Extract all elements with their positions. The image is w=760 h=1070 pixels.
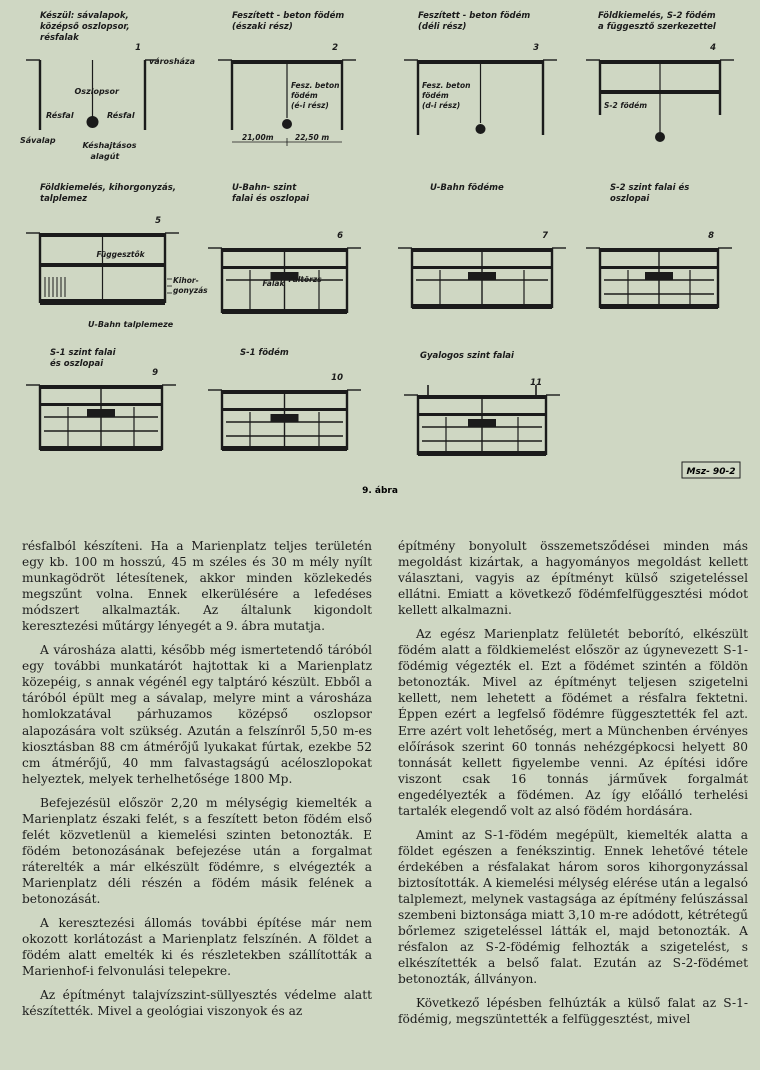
label-oszlopsor: Oszlopsor: [74, 87, 119, 96]
label-keshajtasos: Késhajtásos: [82, 141, 137, 150]
panel-1-title-line: középső oszlopsor,: [40, 22, 130, 32]
panel-4: [586, 10, 734, 142]
paragraph-left-2: A városháza alatti, később még ismertetendő táróból egy további munkatárót hajtottak ki a Marienplatz közepéig, s annak végénél egy talptáró készült. Ebből a táróból épült meg a sávalap, melyre mint a városháza homlokzatával párhuzamos középső oszlopsor alapozására volt szükség. Azután a felszínről 5,50 m-es kiosztásban 88 cm átmérőjű lyukakat fúrtak, ezekbe 52 cm átmérőjű, 40 mm falvastagságú acéloszlopokat helyeztek, melyek terhelhetősége 1800 Mp.: [22, 643, 372, 786]
label-fuggesztok: Függesztők: [96, 250, 145, 259]
panel-1-title-line: Készül: sávalapok,: [40, 11, 129, 21]
panel-7-number: 7: [542, 231, 548, 241]
paragraph-right-2: Az egész Marienplatz felületét beborító, elkészült födém alatt a földkiemelést először az úgynevezett S-1-födémig végezték el. Ezt a födémet szintén a földön betonozták. Mivel az építményt teljesen szigetelni kellett, nem lehetett a födémet a résfalra fektetni. Éppen ezért a legfelső födémre függesztették fel azt. Erre azért volt lehetőség, mert a Münchenben érvényes előírások szerint 60 tonnás nehézgépkocsi helyett 80 tonnását kellett figyelembe venni. Az építési időre viszont csak 16 tonnás járművek forgalmát engedélyezték a födémen. Az így előálló terhelési tartalék elegendő volt az alsó födém hordására.: [398, 627, 748, 818]
panel-9: [26, 348, 176, 451]
text-column-left: [22, 538, 372, 1027]
panel-9-number: 9: [152, 368, 158, 378]
label-alagut: alagút: [90, 152, 120, 161]
panel-10-title-line: S-1 födém: [240, 348, 289, 358]
panel-9-title-line: és oszlopai: [50, 359, 104, 369]
panel-3: [404, 10, 557, 135]
panel-5-title-line: talplemez: [40, 194, 88, 204]
label-kihorgonyzas-line: gonyzás: [173, 286, 208, 295]
label-fesz-beton-line: (é-i rész): [291, 101, 329, 110]
construction-sequence-figure: [0, 0, 760, 520]
panel-1: [20, 10, 195, 161]
label-varoshaza: városháza: [149, 57, 195, 66]
label-kihorgonyzas-line: Kihor-: [173, 276, 199, 285]
panel-6-number: 6: [337, 231, 343, 241]
panel-10: [208, 347, 361, 451]
panel-6-title-line: U-Bahn- szint: [232, 183, 297, 193]
panel-3-title-line: (déli rész): [418, 22, 467, 32]
dimension-left: 21,00m: [242, 133, 274, 142]
figure-stamp: [682, 462, 740, 478]
panel-2-title-line: (északi rész): [232, 22, 293, 32]
panel-6: [208, 183, 361, 314]
panel-5-title-line: Földkiemelés, kihorgonyzás,: [40, 183, 176, 193]
panel-6-title-line: falai és oszlopai: [232, 194, 310, 204]
panel-11: [404, 351, 560, 456]
paragraph-left-4: A keresztezési állomás további építése már nem okozott korlátozást a Marienplatz felszínén. A földet a födém alatt emelték ki és részletekben szállították a Marienhof-i felvonulási telepekre.: [22, 916, 372, 979]
dimension-right: 22,50 m: [295, 133, 330, 142]
label-ubahn-talplemeze: U-Bahn talplemeze: [88, 320, 174, 329]
panel-8-title-line: S-2 szint falai és: [610, 183, 690, 193]
svg-text:Msz- 90-2: Msz- 90-2: [686, 467, 736, 477]
label-falak: Falak: [262, 279, 285, 288]
label-fesz-beton-line: Fesz. beton: [291, 81, 340, 90]
label-fesz-beton-line: Fesz. beton: [422, 81, 471, 90]
paragraph-left-5: Az építményt talajvízszint-süllyesztés védelme alatt készítették. Mivel a geológiai viszonyok és az: [22, 988, 372, 1019]
panel-10-number: 10: [331, 373, 343, 383]
text-column-right: [398, 538, 748, 1035]
panel-3-number: 3: [533, 43, 539, 53]
panel-1-number: 1: [135, 43, 141, 53]
panel-8-number: 8: [708, 231, 714, 241]
panel-1-title-line: résfalak: [40, 33, 79, 43]
panel-2: [218, 10, 356, 146]
label-savalap: Sávalap: [20, 136, 56, 145]
panel-4-title-line: a függesztő szerkezettel: [598, 22, 716, 32]
panel-8: [586, 182, 732, 309]
paragraph-right-4: Következő lépésben felhúzták a külső falat az S-1-födémig, megszüntették a felfüggesztést, mivel: [398, 996, 748, 1027]
panel-4-number: 4: [710, 43, 716, 53]
paragraph-left-1: résfalból készíteni. Ha a Marienplatz teljes területén egy kb. 100 m hosszú, 45 m széles és 30 m mély nyílt munkagödröt létesítenek, akkor minden közlekedés megszűnt volna. Ennek elkerülésére a lefedéses módszert alkalmazták. Az általunk kigondolt keresztezési műtárgy lényegét a 9. ábra mutatja.: [22, 539, 372, 634]
panel-11-title-line: Gyalogos szint falai: [420, 351, 514, 361]
label-resfal-left: Résfal: [46, 111, 74, 120]
figure-caption: 9. ábra: [362, 486, 398, 496]
panel-5-number: 5: [155, 216, 161, 226]
paragraph-left-3: Befejezésül először 2,20 m mélységig kiemelték a Marienplatz északi felét, s a feszített beton födém első felét közvetlenül a kiemelési szinten betonozták. E födém betonozásának befejezése után a forgalmat ráterelték a már elkészült födémre, s elvégezték a Marienplatz déli részén a födém másik felének a betonozását.: [22, 795, 372, 906]
label-resfal-right: Résfal: [107, 111, 135, 120]
panel-2-number: 2: [332, 43, 338, 53]
panel-3-title-line: Feszített - beton födém: [418, 11, 531, 21]
label-s2-fodem: S-2 födém: [604, 101, 648, 110]
label-fesz-beton-line: (d-i rész): [422, 101, 461, 110]
label-fesz-beton-line: födém: [422, 91, 449, 100]
panel-7: [398, 182, 566, 309]
label-fesz-beton-line: födém: [291, 91, 318, 100]
panel-4-title-line: Földkiemelés, S-2 födém: [598, 11, 716, 21]
panel-7-title-line: U-Bahn födéme: [430, 183, 504, 193]
paragraph-right-1: építmény bonyolult összemetsződései minden más megoldást kizártak, a hagyományos megoldást kellett választani, vagyis az építményt külső szigeteléssel ellátni. Emiatt a következő födémfelfüggesztési módot kellett alkalmazni.: [398, 539, 748, 618]
panel-11-number: 11: [530, 378, 542, 388]
paragraph-right-3: Amint az S-1-födém megépült, kiemelték alatta a földet egészen a fenékszintig. Ennek lehetővé tétele érdekében a résfalakat három soros kihorgonyzással biztosították. A kiemelési mélység elérése után a legalsó talplemezt, melynek vastagsága az építmény felúszással szembeni biztonsága miatt 3,10 m-re adódott, kétrétegű bőrlemez szigeteléssel látták el, majd betonozták. A résfalon az S-2-födémig felhozták a szigetelést, s elkészítették a belső falat. Ezután az S-2-födémet betonozták, állványon.: [398, 827, 748, 987]
panel-5: [26, 182, 208, 329]
label-faltorzs: Faltörzs: [288, 275, 322, 284]
panel-9-title-line: S-1 szint falai: [50, 348, 116, 358]
panel-2-title-line: Feszített - beton födém: [232, 11, 345, 21]
panel-8-title-line: oszlopai: [610, 194, 650, 204]
